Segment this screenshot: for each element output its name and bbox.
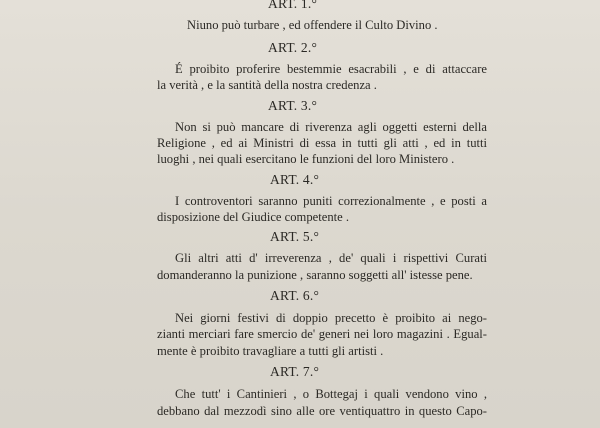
article-3-line-1: Non si può mancare di riverenza agli oggetti esterni della <box>175 120 487 134</box>
article-3-line-3: luoghi , nei quali esercitano le funzioni del loro Ministero . <box>157 152 455 166</box>
article-5-heading: ART. 5.° <box>270 229 320 244</box>
article-2-heading: ART. 2.° <box>268 40 318 55</box>
article-6-line-3: mente è proibito travagliare a tutti gli artisti . <box>157 344 384 358</box>
article-4-line-1: I controventori saranno puniti correzionalmente , e posti a <box>175 194 487 208</box>
article-6-line-1: Nei giorni festivi di doppio precetto è proibito ai nego- <box>175 311 487 325</box>
article-3-line-2: Religione , ed ai Ministri di essa in tutti gli atti , ed in tutti <box>157 136 487 150</box>
article-2-line-2: la verità , e la santità della nostra credenza . <box>157 78 377 92</box>
article-5-line-1: Gli altri atti d' irreverenza , de' quali i rispettivi Curati <box>175 251 487 265</box>
article-6-heading: ART. 6.° <box>270 288 320 303</box>
article-7-line-1: Che tutt' i Cantinieri , o Bottegaj i quali vendono vino , <box>175 387 487 401</box>
article-1-line-1: Niuno può turbare , ed offendere il Culto Divino . <box>187 18 438 32</box>
article-6-line-2: zianti merciari fare smercio de' generi nei loro magazini . Egual- <box>157 327 487 341</box>
article-5-line-2: domanderanno la punizione , saranno soggetti all' istesse pene. <box>157 268 473 282</box>
article-3-heading: ART. 3.° <box>268 98 318 113</box>
article-4-heading: ART. 4.° <box>270 172 320 187</box>
article-2-line-1: É proibito proferire bestemmie esacrabili , e di attaccare <box>175 62 487 76</box>
article-4-line-2: disposizione del Giudice competente . <box>157 210 349 224</box>
article-1-heading: ART. 1.° <box>268 0 318 11</box>
article-7-heading: ART. 7.° <box>270 364 320 379</box>
article-7-line-2: debbano dal mezzodì sino alle ore ventiquattro in questo Capo- <box>157 404 487 418</box>
